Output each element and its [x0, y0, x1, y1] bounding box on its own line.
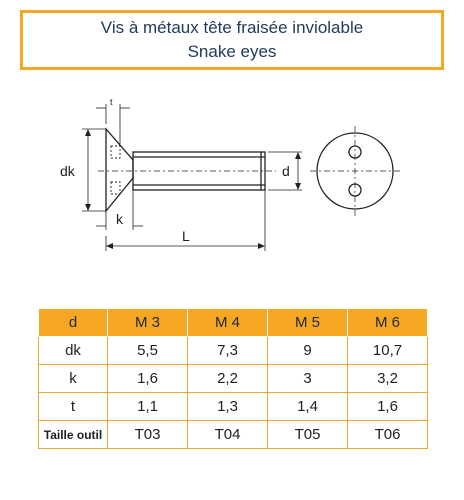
table-cell: 7,3: [188, 337, 268, 365]
table-cell: t: [39, 393, 108, 421]
table-cell: 1,4: [268, 393, 348, 421]
title-box: [20, 10, 444, 70]
table-cell: 1,6: [348, 393, 428, 421]
screw-head: [106, 129, 133, 211]
screw-technical-drawing: [40, 96, 424, 256]
table-header-cell: M 4: [188, 309, 268, 337]
title-line-2: Snake eyes: [187, 42, 277, 61]
table-cell: 5,5: [108, 337, 188, 365]
title-line-1: Vis à métaux tête fraisée inviolable: [100, 18, 364, 37]
table-cell: Taille outil: [39, 421, 108, 449]
table-header-cell: M 5: [268, 309, 348, 337]
table-cell: T03: [108, 421, 188, 449]
dimensions-table: [38, 308, 428, 449]
dim-label-d: d: [282, 163, 290, 179]
table-row: [39, 393, 428, 421]
table-cell: 3: [268, 365, 348, 393]
table-cell: dk: [39, 337, 108, 365]
table-header-row: [39, 309, 428, 337]
dim-label-dk: dk: [60, 163, 75, 179]
table-cell: T04: [188, 421, 268, 449]
table-cell: k: [39, 365, 108, 393]
table-cell: 1,6: [108, 365, 188, 393]
table-cell: 9: [268, 337, 348, 365]
table-cell: 1,3: [188, 393, 268, 421]
table-header-cell: M 6: [348, 309, 428, 337]
table-cell: 10,7: [348, 337, 428, 365]
table-header-cell: M 3: [108, 309, 188, 337]
table-header-cell: d: [39, 309, 108, 337]
table-row: [39, 365, 428, 393]
table-cell: 2,2: [188, 365, 268, 393]
table-cell: 3,2: [348, 365, 428, 393]
dim-label-t: t: [110, 97, 113, 107]
table-cell: T05: [268, 421, 348, 449]
table-row: [39, 421, 428, 449]
dim-label-L: L: [182, 228, 190, 244]
table-cell: T06: [348, 421, 428, 449]
table-row: [39, 337, 428, 365]
dim-label-k: k: [116, 211, 123, 227]
table-cell: 1,1: [108, 393, 188, 421]
